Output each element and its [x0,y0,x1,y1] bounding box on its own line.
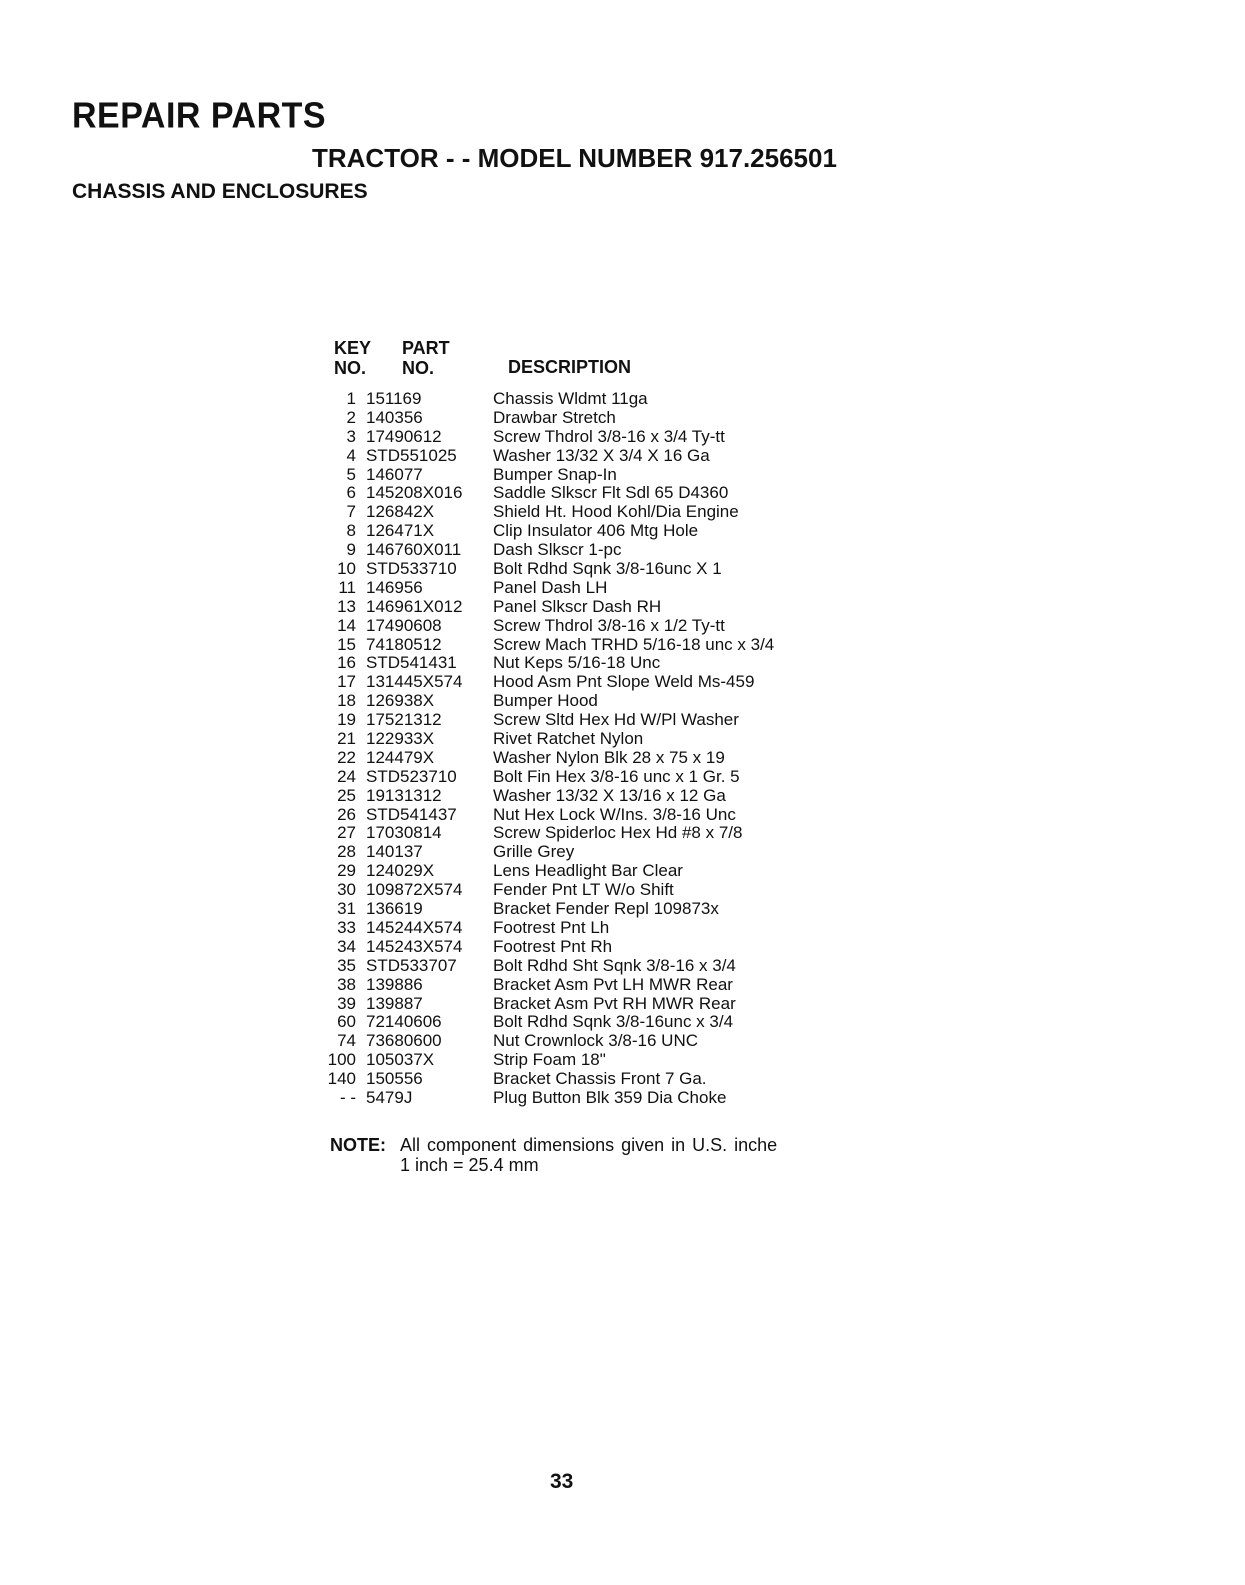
part-no: 146961X012 [366,596,463,616]
table-row [326,1089,774,1108]
key-no: 15 [337,634,356,654]
description: Bracket Asm Pvt RH MWR Rear [493,993,736,1013]
part-no: 126471X [366,521,435,541]
column-header-part: PART NO. [402,338,450,378]
part-no: 5479J [366,1087,413,1107]
table-row [326,466,774,485]
part-no: 145243X574 [366,936,463,956]
description: Bumper Hood [493,691,598,711]
part-no: 136619 [366,899,423,919]
part-no: 139886 [366,974,423,994]
column-header-description: DESCRIPTION [508,357,632,377]
model-heading: TRACTOR - - MODEL NUMBER 917.256501 [312,143,837,173]
key-no: 28 [337,842,356,862]
table-row [326,692,774,711]
key-no: 31 [337,899,356,919]
key-no: 34 [337,936,356,956]
part-no: 19131312 [366,785,442,805]
description: Bolt Rdhd Sqnk 3/8-16unc X 1 [493,559,722,579]
description: Plug Button Blk 359 Dia Choke [493,1087,727,1107]
part-no: 126938X [366,691,435,711]
description: Bumper Snap-In [493,464,617,484]
key-no: 11 [338,577,356,597]
part-no: 146956 [366,577,423,597]
table-row [326,503,774,522]
key-no: 74 [337,1031,356,1051]
table-row [326,749,774,768]
description: Grille Grey [493,842,575,862]
table-row [326,881,774,900]
note-line-1: All component dimensions given in U.S. inche [400,1135,778,1155]
table-row [326,824,774,843]
description: Screw Sltd Hex Hd W/Pl Washer [493,710,739,730]
part-no: 73680600 [366,1031,442,1051]
description: Shield Ht. Hood Kohl/Dia Engine [493,502,739,522]
table-row [326,484,774,503]
key-no: 25 [337,785,356,805]
table-row [326,862,774,881]
key-no: 18 [337,691,356,711]
table-row [326,787,774,806]
table-row [326,409,774,428]
key-no: 10 [337,559,356,579]
part-no: 124029X [366,861,435,881]
part-no: 131445X574 [366,672,463,692]
part-no: STD541437 [366,804,457,824]
key-no: 22 [337,747,356,767]
part-no: 145208X016 [366,483,463,503]
description: Bolt Rdhd Sqnk 3/8-16unc x 3/4 [493,1012,734,1032]
part-no: 140356 [366,407,423,427]
table-row [326,843,774,862]
key-no: 21 [337,729,356,749]
description: Screw Spiderloc Hex Hd #8 x 7/8 [493,823,743,843]
table-row [326,560,774,579]
key-no: 19 [337,710,356,730]
part-no: 74180512 [366,634,442,654]
key-no: 29 [337,861,356,881]
key-no: 140 [327,1069,356,1089]
description: Saddle Slkscr Flt Sdl 65 D4360 [493,483,729,503]
description: Rivet Ratchet Nylon [493,729,644,749]
table-row [326,711,774,730]
table-row [326,938,774,957]
part-no: 145244X574 [366,917,463,937]
table-row [326,1051,774,1070]
description: Panel Slkscr Dash RH [493,596,662,616]
table-row [326,541,774,560]
description: Bracket Chassis Front 7 Ga. [493,1069,707,1089]
part-no: 140137 [366,842,423,862]
note-label: NOTE: [330,1135,386,1155]
part-no: 17521312 [366,710,442,730]
section-heading: CHASSIS AND ENCLOSURES [72,180,368,203]
part-no: 122933X [366,729,435,749]
part-no: 139887 [366,993,423,1013]
table-row [326,1070,774,1089]
key-no: 4 [346,445,356,465]
key-no: 33 [337,917,356,937]
part-no: 17490608 [366,615,442,635]
key-no: 26 [337,804,356,824]
part-no: 126842X [366,502,435,522]
column-header-key: KEY NO. [334,338,372,378]
key-no: 6 [346,483,356,503]
table-row [326,522,774,541]
table-row [326,957,774,976]
table-row [326,579,774,598]
description: Bolt Fin Hex 3/8-16 unc x 1 Gr. 5 [493,766,740,786]
part-no: 150556 [366,1069,423,1089]
parts-list [326,390,774,1108]
key-no: 100 [327,1050,356,1070]
description: Bracket Asm Pvt LH MWR Rear [493,974,733,994]
key-no: 35 [337,955,356,975]
description: Clip Insulator 406 Mtg Hole [493,521,699,541]
description: Fender Pnt LT W/o Shift [493,880,674,900]
table-row [326,636,774,655]
table-row [326,919,774,938]
table-row [326,900,774,919]
description: Hood Asm Pnt Slope Weld Ms-459 [493,672,755,692]
table-row [326,806,774,825]
key-no: - - [339,1087,356,1107]
part-no: STD541431 [366,653,457,673]
part-no: 146077 [366,464,423,484]
description: Chassis Wldmt 11ga [493,389,648,408]
page-title: REPAIR PARTS [72,96,327,136]
part-no: STD523710 [366,766,457,786]
part-no: STD551025 [366,445,457,465]
part-no: 124479X [366,747,435,767]
description: Nut Crownlock 3/8-16 UNC [493,1031,699,1051]
key-no: 24 [337,766,356,786]
description: Nut Keps 5/16-18 Unc [493,653,661,673]
part-no: 17490612 [366,426,442,446]
description: Screw Mach TRHD 5/16-18 unc x 3/4 [493,634,775,654]
description: Screw Thdrol 3/8-16 x 3/4 Ty-tt [493,426,725,446]
description: Screw Thdrol 3/8-16 x 1/2 Ty-tt [493,615,725,635]
description: Panel Dash LH [493,577,608,597]
part-no: 17030814 [366,823,442,843]
key-no: 3 [346,426,356,446]
description: Footrest Pnt Rh [493,936,613,956]
part-no: 109872X574 [366,880,463,900]
description: Strip Foam 18" [493,1050,606,1070]
description: Bolt Rdhd Sht Sqnk 3/8-16 x 3/4 [493,955,736,975]
table-row [326,428,774,447]
table-row [326,730,774,749]
key-no: 2 [346,407,356,427]
key-no: 7 [346,502,356,522]
part-no: 151169 [366,389,422,408]
table-row [326,976,774,995]
note-line-2: 1 inch = 25.4 mm [400,1155,539,1175]
key-no: 38 [337,974,356,994]
table-row [326,995,774,1014]
part-no: 105037X [366,1050,435,1070]
description: Dash Slkscr 1-pc [493,540,622,560]
description: Bracket Fender Repl 109873x [493,899,719,919]
key-no: 60 [337,1012,356,1032]
table-row [326,598,774,617]
table-row [326,1032,774,1051]
key-no: 1 [346,389,356,408]
key-no: 30 [337,880,356,900]
description: Nut Hex Lock W/Ins. 3/8-16 Unc [493,804,736,824]
key-no: 13 [337,596,356,616]
key-no: 9 [346,540,356,560]
table-row [326,1013,774,1032]
key-no: 17 [337,672,356,692]
description: Lens Headlight Bar Clear [493,861,683,881]
key-no: 16 [337,653,356,673]
key-no: 8 [346,521,356,541]
key-no: 5 [346,464,356,484]
part-no: STD533707 [366,955,457,975]
table-row [326,768,774,787]
description: Washer 13/32 X 13/16 x 12 Ga [493,785,726,805]
key-no: 27 [337,823,356,843]
table-row [326,673,774,692]
key-no: 14 [337,615,356,635]
part-no: 146760X011 [366,540,462,560]
description: Footrest Pnt Lh [493,917,610,937]
page-number: 33 [550,1470,574,1493]
table-row [326,654,774,673]
description: Washer Nylon Blk 28 x 75 x 19 [493,747,725,767]
description: Drawbar Stretch [493,407,616,427]
description: Washer 13/32 X 3/4 X 16 Ga [493,445,710,465]
table-row [326,390,774,409]
part-no: 72140606 [366,1012,442,1032]
table-row [326,617,774,636]
key-no: 39 [337,993,356,1013]
part-no: STD533710 [366,559,457,579]
table-row [326,447,774,466]
